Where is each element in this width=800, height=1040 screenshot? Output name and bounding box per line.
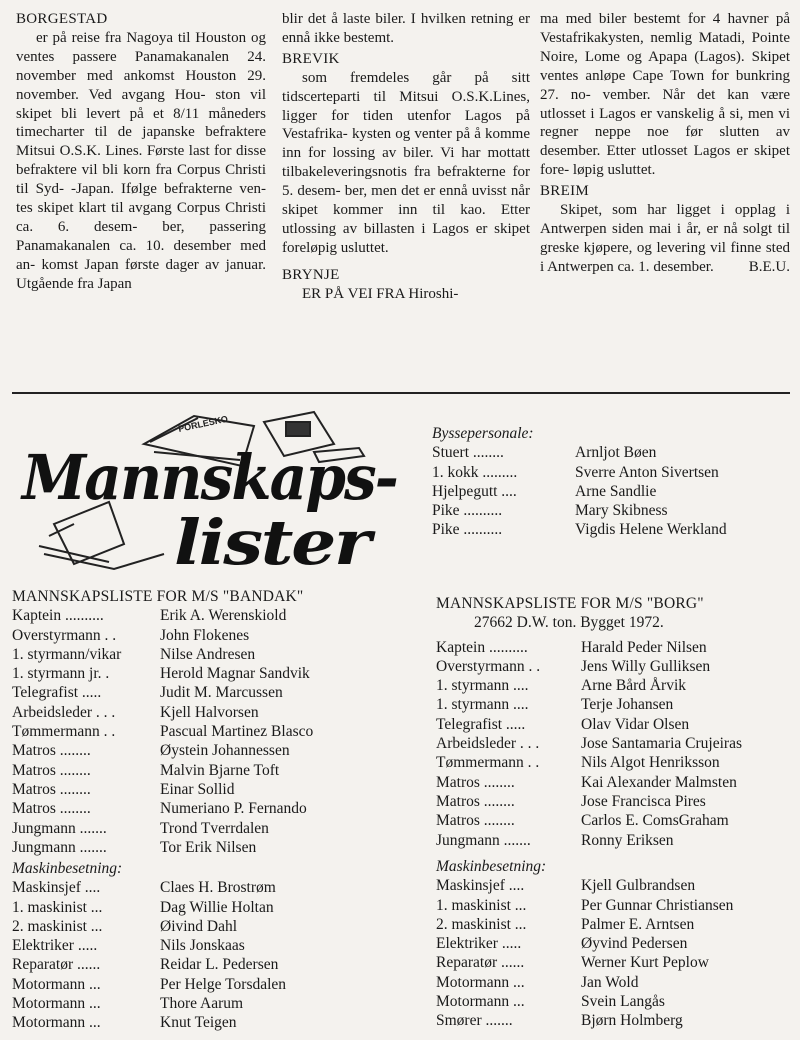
list-item: [12, 878, 286, 897]
text-line: januar. Utgående fra Japan: [16, 256, 266, 292]
crew-role: Overstyrmann . .: [12, 626, 117, 644]
crew-name: Trond Tverrdalen: [160, 819, 269, 837]
crew-role: 1. styrmann jr. .: [12, 665, 110, 683]
text-line: vember. Når det kan være: [602, 86, 790, 103]
text-line: O.S.K. Lines. Første last for: [59, 143, 236, 160]
crew-role: Kaptein ..........: [436, 638, 528, 656]
article-signature: B.E.U.: [748, 258, 790, 275]
crew-role: Stuert ........: [432, 444, 504, 462]
crew-name: Arne Bård Årvik: [581, 677, 687, 695]
crew-role: Arbeidsleder . . .: [436, 735, 540, 753]
list-item: [12, 683, 313, 702]
galley-staff-list: [432, 424, 727, 540]
crew-role: Hjelpegutt ....: [432, 482, 517, 500]
crew-name: Per Helge Torsdalen: [160, 975, 287, 993]
list-item: [436, 876, 733, 895]
text-line: Houston og ventes passere: [16, 29, 266, 65]
list-item: [12, 838, 313, 857]
text-line: havner på Vestafrikakysten,: [540, 11, 790, 46]
crew-role: Arbeidsleder . . .: [12, 703, 116, 721]
crew-name: Jose Santamaria Crujeiras: [581, 735, 742, 753]
list-item: [432, 501, 727, 520]
crew-name: Claes H. Brostrøm: [160, 879, 276, 897]
crew-role: Pike ..........: [432, 521, 503, 539]
article-heading-borgestad: BORGESTAD: [16, 11, 108, 27]
list-item: [436, 953, 733, 972]
text-line: kysten og venter på å komme: [351, 126, 530, 143]
text-line: Lome og Apapa (Lagos).: [584, 48, 752, 65]
text-line: ber, men det er ennå uvisst: [344, 183, 511, 200]
crew-name: Mary Skibness: [575, 502, 668, 520]
text-line: er på reise fra Nagoya til: [36, 29, 196, 46]
crew-role: Motormann ...: [436, 973, 525, 991]
crew-role: Elektriker .....: [12, 937, 98, 955]
article-body-brynje: [282, 285, 530, 304]
text-line: ma med biler bestemt for 4: [540, 11, 728, 27]
article-body-borgestad: [16, 29, 266, 294]
text-line: i år, er nå solgt til greske: [540, 220, 790, 256]
crew-role: Telegrafist .....: [12, 684, 102, 702]
text-line: tes skipet klart til avgang: [16, 200, 177, 217]
list-item: [432, 443, 727, 462]
borg-crew-list: [436, 594, 742, 850]
text-line: ca. 10. desember med an-: [16, 237, 266, 273]
list-item: [436, 1011, 733, 1030]
list-item: [436, 973, 733, 992]
crew-role: Maskinsjef ....: [12, 879, 101, 897]
list-item: [12, 917, 286, 936]
article-column-2: [282, 10, 530, 304]
text-line: mottatt tilbakeleveringsnotis: [282, 145, 530, 181]
text-line: med ankomst Houston 29.: [86, 67, 266, 84]
list-item: [12, 898, 286, 917]
crew-role: Matros ........: [12, 742, 91, 760]
text-line: når skipet kommer inn til kao.: [282, 183, 530, 219]
list-item: [436, 831, 742, 850]
text-line: Panamakanalen 24. november: [16, 48, 266, 84]
text-line: 8/11 måneders timecharter til: [16, 105, 266, 141]
list-item: [436, 915, 733, 934]
crew-role: Matros ........: [12, 780, 91, 798]
text-line: Etter utlossing av billasten i: [282, 202, 530, 237]
crew-name: Kjell Gulbrandsen: [581, 877, 696, 895]
text-line: før slutten av desember. Etter: [540, 124, 790, 160]
list-item: [12, 780, 313, 799]
text-line: fra befrakterne for 5. desem-: [282, 164, 530, 200]
list-item: [436, 992, 733, 1011]
bandak-engine-title: Maskinbesetning:: [12, 860, 123, 877]
list-item: [432, 463, 727, 482]
crew-name: Olav Vidar Olsen: [581, 715, 690, 733]
list-item: [12, 626, 313, 645]
list-item: [436, 676, 742, 695]
list-item: [12, 703, 313, 722]
list-item: [436, 934, 733, 953]
list-item: [12, 975, 286, 994]
list-item: [12, 664, 313, 683]
crew-name: Kai Alexander Malmsten: [581, 773, 737, 791]
crew-role: 1. kokk .........: [432, 463, 518, 481]
crew-name: Tor Erik Nilsen: [160, 838, 257, 856]
crew-role: Matros ........: [12, 800, 91, 818]
crew-name: Nils Algot Henriksson: [581, 754, 720, 772]
crew-role: Reparatør ......: [12, 956, 101, 974]
crew-name: Numeriano P. Fernando: [160, 800, 307, 818]
list-item: [12, 1013, 286, 1032]
crew-role: Tømmermann . .: [436, 754, 540, 772]
article-body-brevik: [282, 69, 530, 258]
crew-name: Ronny Eriksen: [581, 831, 674, 849]
text-line: si, men vi regner neppe noe: [540, 105, 790, 141]
article-body-continued-2: [540, 10, 790, 180]
crew-role: 1. styrmann/vikar: [12, 645, 122, 663]
crew-name: Malvin Bjarne Toft: [160, 761, 280, 779]
list-item: [12, 936, 286, 955]
crew-role: Matros ........: [436, 812, 515, 830]
list-item: [12, 722, 313, 741]
crew-name: Øyvind Pedersen: [581, 935, 688, 953]
crew-name: Jan Wold: [581, 973, 639, 991]
crew-role: Matros ........: [436, 773, 515, 791]
crew-name: John Flokenes: [160, 626, 250, 644]
list-item: [436, 753, 742, 772]
crew-role: 2. maskinist ...: [436, 915, 527, 933]
galley-title: Byssepersonale:: [432, 425, 534, 442]
crew-role: Jungmann .......: [12, 838, 107, 856]
list-item: [432, 482, 727, 501]
text-line: O.S.K.Lines, ligger for tiden: [282, 88, 530, 124]
list-item: [432, 520, 727, 539]
article-heading-brynje: BRYNJE: [282, 266, 340, 283]
crew-role: 1. maskinist ...: [436, 896, 527, 914]
logo-title-line2: lister: [174, 506, 377, 579]
crew-role: Reparatør ......: [436, 954, 525, 972]
list-item: [12, 799, 313, 818]
crew-role: 1. styrmann ....: [436, 677, 529, 695]
crew-role: Jungmann .......: [436, 831, 531, 849]
bandak-crew-list: [12, 587, 313, 857]
crew-role: 2. maskinist ...: [12, 917, 103, 935]
article-column-1: [16, 10, 266, 294]
list-item: [12, 761, 313, 780]
text-line: usluttet.: [340, 239, 389, 256]
crew-role: Kaptein ..........: [12, 607, 104, 625]
crew-name: Reidar L. Pedersen: [160, 956, 279, 974]
crew-name: Bjørn Holmberg: [581, 1012, 683, 1030]
text-line: de japanske befraktere Mitsui: [16, 124, 266, 160]
text-line: opplag i Antwerpen siden mai: [540, 202, 790, 237]
crew-name: Palmer E. Arntsen: [581, 915, 695, 933]
list-item: [436, 773, 742, 792]
list-item: [436, 657, 742, 676]
crew-name: Øivind Dahl: [160, 917, 238, 935]
crew-name: Jens Willy Gulliksen: [581, 657, 711, 675]
crew-role: Overstyrmann . .: [436, 657, 541, 675]
crew-role: Motormann ...: [12, 1014, 101, 1032]
text-line: sted i Antwerpen ca. 1.: [540, 239, 790, 275]
list-item: [436, 734, 742, 753]
crew-role: Jungmann .......: [12, 819, 107, 837]
text-line: som fremdeles går på sitt: [302, 69, 530, 86]
crew-role: Elektriker .....: [436, 935, 522, 953]
crew-name: Arne Sandlie: [575, 482, 657, 500]
list-item: [12, 955, 286, 974]
list-item: [436, 638, 742, 657]
crew-name: Svein Langås: [581, 993, 665, 1011]
borg-title: MANNSKAPSLISTE FOR M/S "BORG": [436, 595, 704, 612]
section-divider: [12, 392, 790, 394]
text-line: blir det å laste biler. I hvilken: [282, 11, 471, 27]
text-line: nemlig Matadi, Pointe Noire,: [540, 29, 791, 65]
bandak-title: MANNSKAPSLISTE FOR M/S "BANDAK": [12, 588, 304, 605]
text-line: ston vil skipet bli levert på et: [16, 86, 266, 122]
crew-name: Pascual Martinez Blasco: [160, 723, 314, 741]
crew-name: Knut Teigen: [160, 1014, 237, 1032]
crew-role: Pike ..........: [432, 502, 503, 520]
text-line: retning er ennå ikke bestemt.: [282, 11, 531, 46]
crew-role: Maskinsjef ....: [436, 877, 525, 895]
crew-name: Erik A. Werenskiold: [160, 607, 287, 625]
crew-role: Motormann ...: [12, 995, 101, 1013]
list-item: [436, 811, 742, 830]
text-line: komst Japan første dager av: [41, 256, 226, 273]
article-column-3: [540, 10, 790, 277]
paper-label: PORLESKO: [177, 413, 229, 434]
crew-name: Einar Sollid: [160, 780, 235, 798]
text-line: utlosset Lagos er skipet fore-: [540, 143, 790, 179]
list-item: [12, 645, 313, 664]
crew-name: Thore Aarum: [160, 995, 244, 1013]
text-line: Town for bunkring 27. no-: [540, 67, 790, 103]
text-line: -Japan. Ifølge befrakterne ven-: [71, 181, 266, 198]
crew-name: Herold Magnar Sandvik: [160, 665, 310, 683]
crew-name: Nilse Andresen: [160, 645, 256, 663]
text-line: november. Ved avgang Hou-: [16, 86, 216, 103]
crew-name: Kjell Halvorsen: [160, 703, 259, 721]
crew-role: 1. styrmann ....: [436, 696, 529, 714]
text-line: Skipet ventes anløpe Cape: [540, 48, 790, 84]
list-item: [436, 792, 742, 811]
crew-name: Dag Willie Holtan: [160, 898, 274, 916]
text-line: løpig usluttet.: [572, 162, 656, 179]
text-line: fra Corpus Christi til Syd-: [16, 162, 267, 198]
text-line: ber, passering Panamakanalen: [16, 218, 266, 254]
list-item: [12, 741, 313, 760]
crew-role: Matros ........: [12, 761, 91, 779]
crew-name: Sverre Anton Sivertsen: [575, 463, 719, 481]
crew-name: Arnljot Bøen: [575, 444, 657, 462]
crew-role: Tømmermann . .: [12, 723, 116, 741]
crew-name: Per Gunnar Christiansen: [581, 896, 734, 914]
text-line: utenfor Lagos på Vestafrika-: [282, 107, 530, 143]
article-heading-breim: BREIM: [540, 183, 590, 200]
crew-name: Vigdis Helene Werkland: [575, 521, 727, 539]
borg-engine-list: [436, 857, 733, 1031]
crew-name: Øystein Johannessen: [160, 742, 290, 760]
article-body-continued: [282, 10, 530, 48]
text-line: inn for lossing av biler. Vi har: [282, 145, 488, 162]
text-line: ER PÅ VEI FRA Hiroshi-: [302, 285, 459, 302]
text-line: Corpus Christi ca. 6. desem-: [16, 200, 266, 235]
bandak-engine-list: [12, 859, 286, 1033]
crew-role: Motormann ...: [436, 993, 525, 1011]
list-item: [12, 819, 313, 838]
text-line: tidscerteparti til Mitsui: [282, 88, 452, 105]
text-line: utlosset i Lagos er vanskelig å: [540, 105, 730, 122]
article-heading-brevik: BREVIK: [282, 50, 340, 67]
crew-name: Nils Jonskaas: [160, 937, 245, 955]
crew-role: Telegrafist .....: [436, 715, 526, 733]
list-item: [12, 994, 286, 1013]
crew-name: Werner Kurt Peplow: [581, 954, 709, 972]
crew-name: Carlos E. ComsGraham: [581, 812, 729, 830]
text-line: desember.: [653, 258, 714, 275]
list-item: [12, 606, 313, 625]
text-line: disse befraktere vil bli korn: [16, 143, 266, 179]
text-line: kjøpere, og levering vil finne: [583, 239, 766, 256]
crew-name: Terje Johansen: [581, 696, 674, 714]
text-line: Lagos er skipet foreløpig: [282, 220, 531, 256]
borg-engine-title: Maskinbesetning:: [436, 858, 547, 875]
crew-name: Jose Francisca Pires: [581, 792, 706, 810]
list-item: [436, 695, 742, 714]
text-line: Skipet, som har ligget i: [560, 202, 735, 219]
crew-role: Matros ........: [436, 792, 515, 810]
mannskapslister-logo: [14, 404, 404, 579]
logo-title-line1: Mannskaps-: [20, 441, 398, 514]
list-item: [436, 896, 733, 915]
crew-role: 1. maskinist ...: [12, 898, 103, 916]
crew-role: Motormann ...: [12, 975, 101, 993]
crew-name: Harald Peder Nilsen: [581, 638, 707, 656]
list-item: [436, 715, 742, 734]
crew-name: Judit M. Marcussen: [160, 684, 283, 702]
borg-subtitle: 27662 D.W. ton. Bygget 1972.: [474, 614, 664, 632]
crew-role: Smører .......: [436, 1012, 513, 1030]
